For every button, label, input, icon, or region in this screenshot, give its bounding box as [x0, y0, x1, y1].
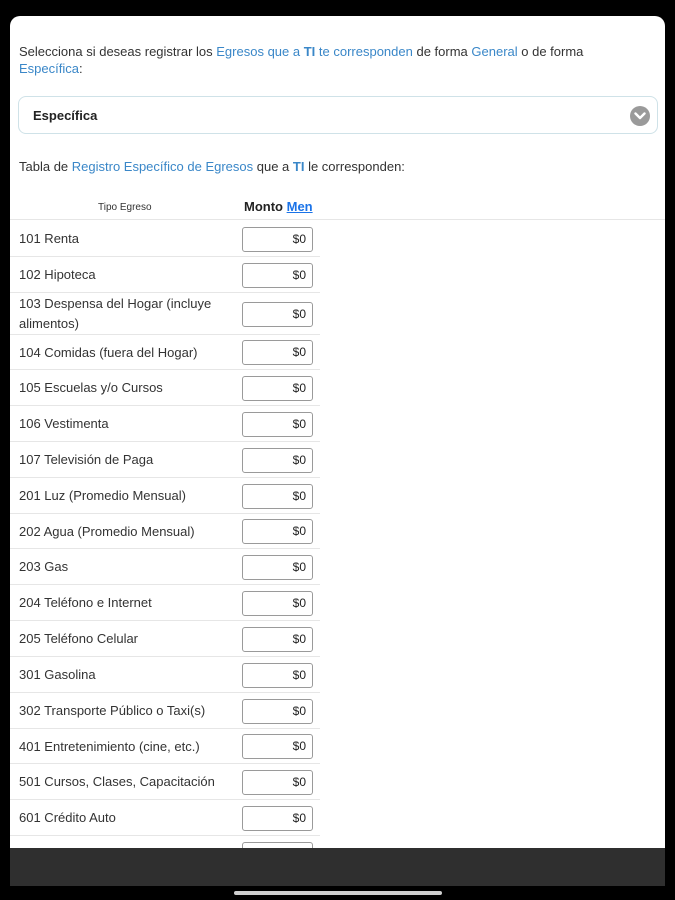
intro-text: [19, 43, 619, 77]
intro-text-part: :: [78, 61, 83, 76]
table-row: [10, 293, 320, 335]
amount-input[interactable]: $0: [242, 412, 313, 437]
expense-type-label: 106 Vestimenta: [19, 416, 109, 431]
amount-input[interactable]: $0: [242, 519, 313, 544]
amount-input[interactable]: $0: [242, 591, 313, 616]
expense-type-label: 601 Crédito Auto: [19, 810, 116, 825]
app-screen: [10, 16, 665, 848]
intro-text-part: de forma: [412, 44, 472, 59]
table-row: [10, 442, 320, 478]
monthly-link[interactable]: Men: [286, 199, 313, 214]
expense-type-label: 201 Luz (Promedio Mensual): [19, 488, 186, 503]
mode-select-value: Específica: [33, 108, 98, 123]
amount-input[interactable]: $0: [242, 227, 313, 252]
table-header: [10, 198, 665, 220]
amount-input[interactable]: $0: [242, 302, 313, 327]
expense-type-label: 204 Teléfono e Internet: [19, 595, 152, 610]
table-title-part: Registro Específico de Egresos: [71, 159, 254, 174]
table-title-part: que a: [253, 159, 293, 174]
amount-input[interactable]: $0: [242, 376, 313, 401]
table-title-part: Tabla de: [19, 159, 72, 174]
table-row: [10, 764, 320, 800]
intro-text-part: General: [471, 44, 518, 59]
amount-input[interactable]: $0: [242, 340, 313, 365]
table-row: [10, 549, 320, 585]
table-row: [10, 221, 320, 257]
expense-type-label: 103 Despensa del Hogar (incluye alimentos): [19, 296, 212, 331]
intro-text-part: TI: [303, 44, 316, 59]
table-row: [10, 370, 320, 406]
amount-input[interactable]: $0: [242, 627, 313, 652]
table-title-part: TI: [292, 159, 305, 174]
intro-text-part: Egresos que a: [216, 44, 304, 59]
expense-type-label: 205 Teléfono Celular: [19, 631, 139, 646]
expense-type-label: 101 Renta: [19, 231, 79, 246]
expense-type-label: 302 Transporte Público o Taxi(s): [19, 703, 206, 718]
table-row: [10, 621, 320, 657]
expense-type-label: 104 Comidas (fuera del Hogar): [19, 345, 198, 360]
column-header-tipo: Tipo Egreso: [98, 202, 152, 213]
intro-text-part: te corresponden: [315, 44, 413, 59]
amount-input[interactable]: $0: [242, 484, 313, 509]
table-row: [10, 406, 320, 442]
table-row: [10, 478, 320, 514]
table-title: [19, 159, 405, 174]
table-row: [10, 335, 320, 370]
expense-type-label: 107 Televisión de Paga: [19, 452, 154, 467]
table-title-part: le corresponden:: [304, 159, 405, 174]
table-row: [10, 657, 320, 693]
expense-type-label: 202 Agua (Promedio Mensual): [19, 524, 195, 539]
column-header-monto: [244, 199, 313, 214]
expense-type-label: 301 Gasolina: [19, 667, 96, 682]
table-row: [10, 257, 320, 293]
expense-type-label: 102 Hipoteca: [19, 267, 96, 282]
table-row: [10, 800, 320, 836]
expense-type-label: 401 Entretenimiento (cine, etc.): [19, 739, 200, 754]
intro-text-part: o de forma: [517, 44, 584, 59]
amount-input[interactable]: $0: [242, 699, 313, 724]
table-row: [10, 585, 320, 621]
expense-type-label: 105 Escuelas y/o Cursos: [19, 380, 163, 395]
column-header-monto-label: Monto: [244, 199, 283, 214]
amount-input[interactable]: $0: [242, 663, 313, 688]
home-indicator[interactable]: [234, 891, 442, 895]
mode-select-dropdown[interactable]: [18, 96, 658, 134]
amount-input[interactable]: $0: [242, 263, 313, 288]
expense-type-label: 501 Cursos, Clases, Capacitación: [19, 774, 215, 789]
amount-input[interactable]: $0: [242, 448, 313, 473]
table-row: [10, 729, 320, 764]
system-nav-bar: [10, 848, 665, 886]
amount-input[interactable]: $0: [242, 806, 313, 831]
amount-input[interactable]: $0: [242, 770, 313, 795]
expense-type-label: 203 Gas: [19, 559, 69, 574]
intro-text-part: Específica: [19, 61, 79, 76]
amount-input[interactable]: $0: [242, 555, 313, 580]
table-row: [10, 693, 320, 729]
intro-text-part: Selecciona si deseas registrar los: [19, 44, 217, 59]
chevron-down-icon: [630, 106, 650, 126]
amount-input[interactable]: $0: [242, 734, 313, 759]
table-row: [10, 514, 320, 549]
